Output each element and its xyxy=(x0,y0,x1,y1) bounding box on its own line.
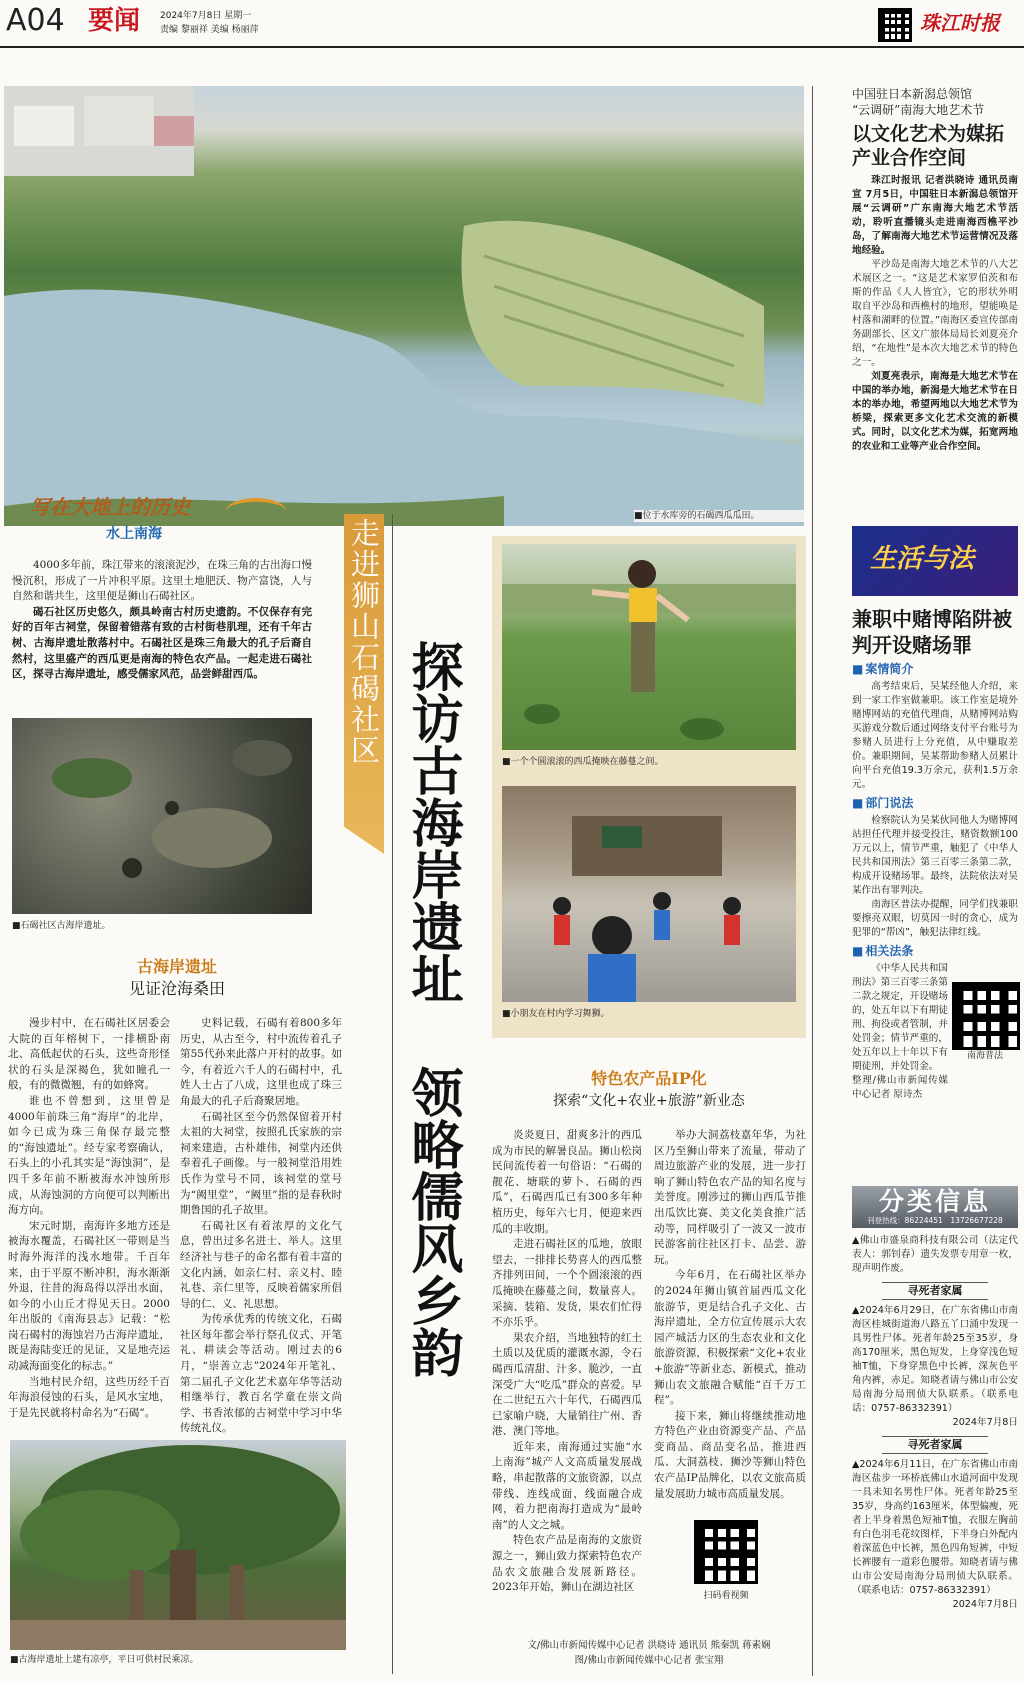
notice1-text: ▲2024年6月29日，在广东省佛山市南海区桂城街道海八路五丫口涌中发现一具男性尸体。死者年龄25至35岁，身高170厘米，黑色短发，上身穿浅色短袖T恤，下身穿黑色中长裤，深灰色平角内裤，赤足。知晓者请与佛山市公安局南海分局刑侦大队联系。（联系电话：0757-86332391） xyxy=(852,1305,1018,1414)
vertical-kicker: 走进狮山石碣社区 xyxy=(347,518,381,766)
girl-photo xyxy=(502,544,796,750)
rock-photo-caption: ■石碣社区古海岸遗址。 xyxy=(12,921,111,931)
law-qr-code[interactable] xyxy=(952,982,1020,1050)
law-body xyxy=(852,658,1018,1102)
col1-paragraph-3: 宋元时期，南海许多地方还是被海水覆盖，石碣社区一带则是当时海外海洋的浅水地带。千百年来，由于平原不断冲积，海水渐渐外退，往昔的海岛得以浮出水面，如今的小山丘才得见天日。2000年出版的《南海县志》记载：“松岗石碣村的海蚀岩乃古海岸遗址，既是海陆变迁的见证，又是地壳运动减海面变化的标志。” xyxy=(8,1219,170,1373)
section-label: 要闻 xyxy=(88,6,141,36)
paper-logo: 珠江时报 xyxy=(920,11,1000,35)
right-article xyxy=(852,86,1018,454)
article-column-3 xyxy=(492,1128,642,1596)
law-headline: 兼职中赌博陷阱被判开设赌场罪 xyxy=(852,607,1012,657)
right-kicker-2: “云调研”南海大地艺术节 xyxy=(852,103,985,117)
right-kicker-1: 中国驻日本新潟总领馆 xyxy=(852,87,973,101)
aerial-photo-caption: ■位于水库旁的石碣西瓜瓜田。 xyxy=(634,510,804,522)
right-paragraph-3: 刘夏亮表示，南海是大地艺术节在中国的举办地，新潟是大地艺术节在日本的举办地，希望两地以大地艺术节为桥梁，探索更多文化艺术交流的新模式。同时，以文化艺术为媒，拓宽两地的农业和工业等产业合作空间。 xyxy=(852,371,1018,452)
video-qr-caption: 扫码看视频 xyxy=(703,1591,749,1601)
vertical-headline-2: 领略儒风乡韵 xyxy=(402,1066,462,1378)
notice2-title: 寻死者家属 xyxy=(882,1436,988,1454)
law-credit: 整理/佛山市新闻传媒中心记者 原诗杰 xyxy=(852,1075,948,1100)
dept-heading: ■ 部门说法 xyxy=(852,794,1018,812)
dept-text-1: 检察院认为吴某伙同他人为赌博网站担任代理并接受投注，赌资数额100万元以上，情节严重，触犯了《中华人民共和国刑法》第三百零三条第二款，构成开设赌场罪。最终，法院依法对吴某作出有罪判决。 xyxy=(852,815,1018,896)
law-clause-heading: ■ 相关法条 xyxy=(852,942,1018,960)
loss-notice: ▲佛山市盛泉商科技有限公司（法定代表人：郭钊春）遗失发票专用章一枚，现声明作废。 xyxy=(852,1235,1018,1274)
law-clause-text: 《中华人民共和国刑法》第三百零三条第二款之规定，开设赌场的，处五年以下有期徒刑、拘役或者管制，并处罚金；情节严重的，处五年以上十年以下有期徒刑，并处罚金。 xyxy=(852,963,948,1072)
notice1-date: 2024年7月8日 xyxy=(952,1417,1018,1428)
byline-writers: 文/佛山市新闻传媒中心记者 洪晓诗 通讯员 熊秦凯 蒋素娴 xyxy=(527,1640,771,1651)
issue-date: 2024年7月8日 星期一 xyxy=(160,11,252,21)
col4-paragraph-2: 今年6月，在石碣社区举办的2024年狮山镇首届西瓜文化旅游节，更是结合孔子文化、古海岸遗址，全方位宣传展示大农园产城活力区的生态农业和文化旅游资源，积极探索“文化+农业+旅游”等新业态、新模式，推动狮山农文旅融合赋能“百千万工程”。 xyxy=(654,1269,806,1407)
article-column-4 xyxy=(654,1128,806,1502)
masthead xyxy=(0,0,1024,44)
article-column-1 xyxy=(8,1016,170,1421)
section2-title: 特色农产品IP化 xyxy=(591,1069,707,1088)
girl-photo-art xyxy=(502,544,796,750)
col2-paragraph-2: 石碣社区至今仍然保留着开村太祖的大祠堂，按照孔氏家族的宗祠来建造，古朴雄伟，祠堂内还供奉着孔子画像。与一般祠堂沿用姓氏作为堂号不同，该祠堂的堂号为“阙里堂”，“阙里”指的是春秋时期鲁国的孔子故里。 xyxy=(180,1110,342,1217)
col3-paragraph-1: 炎炎夏日，甜爽多汁的西瓜成为市民的解暑良品。狮山松岗民间流传着一句俗语：“石碣的靓花、塘联的萝卜、石碣的西瓜”，石碣西瓜已有300多年种植历史，每年六七月，便迎来西瓜的丰收期。 xyxy=(492,1129,642,1235)
col2-paragraph-1: 史料记载，石碣有着800多年历史，从古至今，村中流传着孔子第55代孙来此落户开村的故事。如今，有着近六千人的石碣村中，孔姓人士占了八成，这里也成了珠三角最大的孔子后裔聚居地。 xyxy=(180,1017,342,1107)
aerial-photo xyxy=(4,86,804,526)
section1-subtitle: 见证沧海桑田 xyxy=(128,979,225,998)
col4-paragraph-1: 举办大洞荔枝嘉年华，为社区乃至狮山带来了流量，带动了周边旅游产业的发展，进一步打响了狮山特色农产品的知名度与美誉度。刚涉过的狮山西瓜节推出瓜饮比赛、美文化美食推广活动等，同样吸引了一波又一波市民游客前往社区打卡、品尝、游玩。 xyxy=(654,1129,806,1266)
rock-photo xyxy=(12,718,312,914)
aerial-photo-art xyxy=(4,86,804,526)
right-headline: 以文化艺术为媒拓产业合作空间 xyxy=(852,123,1005,169)
banner-subtitle: 水上南海 xyxy=(106,526,162,542)
dept-text-2: 南海区普法办提醒，同学们找兼职要擦亮双眼，切莫因一时的贪心，成为犯罪的“帮凶”，触犯法律红线。 xyxy=(852,899,1018,938)
col2-paragraph-3: 石碣社区有着浓厚的文化气息，曾出过多名进士、举人。这里经济社与巷子的命名都有着丰富的文化内涵，如亲仁村、亲义村、睦礼巷、亲仁里等，反映着儒家所倡导的仁、义、礼思想。 xyxy=(180,1219,342,1310)
section2-heading xyxy=(492,1068,806,1112)
col3-paragraph-5: 特色农产品是南海的文旅资源之一，狮山致力探索特色农产品农文旅融合发展新路径。2023年开始，狮山在湖边社区 xyxy=(492,1534,642,1594)
classified-title: 分类信息 xyxy=(878,1187,991,1216)
notice2-date: 2024年7月8日 xyxy=(952,1599,1018,1610)
masthead-rule xyxy=(0,46,1024,48)
tree-photo xyxy=(10,1440,346,1650)
case-heading: ■ 案情简介 xyxy=(852,660,1018,678)
col1-paragraph-4: 当地村民介绍，这些历经千百年海浪侵蚀的石头，是风水宝地，于是先民就将村命名为“石碣”。 xyxy=(8,1375,170,1419)
classified-phone: 刊登热线：86224451 13726677228 xyxy=(867,1216,1003,1225)
intro-block xyxy=(12,558,312,683)
col4-paragraph-3: 接下来，狮山将继续推动地方特色产业由资源变产品、产品变商品、商品变名品，推进西瓜、大洞荔枝、狮沙等狮山特色农产品IP品牌化，以农文旅高质量发展助力城市高质量发展。 xyxy=(654,1409,806,1500)
classified-banner xyxy=(852,1186,1018,1228)
girl-photo-caption: ■一个个圆滚滚的西瓜掩映在藤蔓之间。 xyxy=(502,757,664,767)
banner-label xyxy=(30,494,290,552)
section1-title: 古海岸遗址 xyxy=(136,957,217,976)
kicker-divider xyxy=(392,514,393,1674)
col3-paragraph-3: 果农介绍，当地独特的红土土质以及优质的灌溉水源，令石碣西瓜清甜、汁多、脆沙，一直深受广大“吃瓜”群众的喜爱。早在二世纪五六十年代，石碣西瓜已家喻户晓，大量销往广州、香港、澳门等地。 xyxy=(492,1331,642,1438)
col1-paragraph-1: 漫步村中，在石碣社区居委会大院的百年榕树下，一排横卧南北、高低起伏的石头，这些奇形怪状的石头是深褐色，犹如瞳孔一般，有的微微翘，有的如蜂窝。 xyxy=(8,1017,170,1092)
intro-paragraph-1: 4000多年前，珠江带来的滚滚泥沙，在珠三角的古出海口慢慢沉积，形成了一片冲积平原。这里土地肥沃、物产富饶，人与自然和谐共生，这里便是狮山石碣社区。 xyxy=(12,559,312,603)
right-rail-divider xyxy=(812,86,813,1676)
law-banner xyxy=(852,526,1018,596)
law-banner-title: 生活与法 xyxy=(870,544,975,574)
col2-paragraph-4: 为传承优秀的传统文化，石碣社区每年都会举行祭孔仪式、开笔礼、耕读会等活动。刚过去的6月，“崇善立志”2024年开笔礼、第二届孔子文化艺术嘉年华等活动相继举行，教百名学童在崇文尚学、书香浓郁的古祠堂中学习中华传统礼仪。 xyxy=(180,1313,342,1435)
kids-photo-caption: ■小朋友在村内学习舞狮。 xyxy=(502,1009,610,1019)
kids-photo-art xyxy=(502,786,796,1002)
section1-heading xyxy=(12,956,342,1000)
editors: 责编 黎丽祥 美编 杨丽萍 xyxy=(160,25,259,35)
tree-photo-art xyxy=(10,1440,346,1650)
right-paragraph-2: 平沙岛是南海大地艺术节的八大艺术展区之一。“这是艺术家罗伯茨和布斯的作品《人人皆宜》，它的形状外明取自平沙岛和西樵村的地形，望能唤是村落和湖畔的位置。”南海区委宣传部南务副部长、区文广旅体局局长刘夏亮介绍，“在地性”是本次大地艺术节的特色之一。 xyxy=(852,259,1018,368)
col1-paragraph-2: 谁也不曾想到，这里曾是4000年前珠三角“海岸”的北岸，如今已成为珠三角保存最完整的“海蚀遗址”。经专家考察确认，石头上的小孔其实是“海蚀洞”，是四千多年前不断被海水冲蚀所形成，从海蚀洞的方向便可以判断出海方向。 xyxy=(8,1094,170,1217)
case-text: 高考结束后，吴某经他人介绍，来到一家工作室做兼职。该工作室是境外赌博网站的充值代理商，从赌博网站购买游戏分数后通过网络支付平台账号为参赌人员进行上分充值，从中赚取差价。兼职期间，吴某帮助参赌人员累计向平台充值19.3万余元，获利1.5万余元。 xyxy=(852,681,1018,790)
notice1-title: 寻死者家属 xyxy=(882,1282,988,1300)
banner-swoosh xyxy=(226,498,286,524)
right-paragraph-1: 珠江时报讯 记者洪晓诗 通讯员南宣 7月5日，中国驻日本新潟总领馆开展“云调研”广东南海大地艺术节活动，聆听直播镜头走进南海西樵平沙岛，了解南海大地艺术节运营情况及落地经验。 xyxy=(852,175,1018,256)
banner-title: 写在大地上的历史 xyxy=(30,495,190,519)
byline-photographer: 图/佛山市新闻传媒中心记者 张宝翔 xyxy=(574,1655,724,1666)
section2-subtitle: 探索“文化+农业+旅游”新业态 xyxy=(553,1093,745,1109)
col3-paragraph-4: 近年来，南海通过实施“水上南海”城产人文高质量发展战略，串起散落的文旅资源，以点带线、连线成面，线面融合成网，着力把南海打造成为“最岭南”的人文之城。 xyxy=(492,1440,642,1531)
masthead-qr xyxy=(878,8,912,42)
video-qr-code[interactable] xyxy=(694,1520,758,1584)
notice2-text: ▲2024年6月11日，在广东省佛山市南海区盐步一环桥底佛山水道河面中发现一具未知名男性尸体。死者年龄25至35岁，身高约163厘米，体型偏瘦，死者上半身着黑色短袖T恤，衣服左胸前有白色羽毛花纹图样，下半身白外配内着深蓝色中长裤，黑色四角短裤，中短长裤腰有一道彩色腰带。知晓者请与佛山市公安局南海分局刑侦大队联系。（联系电话：0757-86332391） xyxy=(852,1459,1018,1596)
tree-photo-caption: ■古海岸遗址上建有凉亭，平日可供村民乘凉。 xyxy=(10,1655,199,1665)
law-qr-caption: 南海普法 xyxy=(966,1051,1003,1061)
classified-notices xyxy=(852,1234,1018,1612)
article-column-2 xyxy=(180,1016,342,1437)
intro-paragraph-2: 碣石社区历史悠久，颇具岭南古村历史遗韵。不仅保存有完好的百年古祠堂，保留着错落有致的古村街巷肌理，还有千年古树、古海岸遗址散落村中。石碣社区是珠三角最大的孔子后裔自然村，这里盛产的西瓜更是南海的特色农产品。一起走进石碣社区，探寻古海岸遗址，感受儒家风范，品尝鲜甜西瓜。 xyxy=(12,605,312,681)
rock-photo-art xyxy=(12,718,312,914)
kids-photo xyxy=(502,786,796,1002)
vertical-headline-1: 探访古海岸遗址 xyxy=(402,640,462,1004)
col3-paragraph-2: 走进石碣社区的瓜地，放眼望去，一排排长势喜人的西瓜整齐排列田间，一个个圆滚滚的西瓜掩映在藤蔓之间，数量喜人。采摘、装箱、发货，果农们忙得不亦乐乎。 xyxy=(492,1238,642,1329)
page-number: A04 xyxy=(6,3,65,38)
